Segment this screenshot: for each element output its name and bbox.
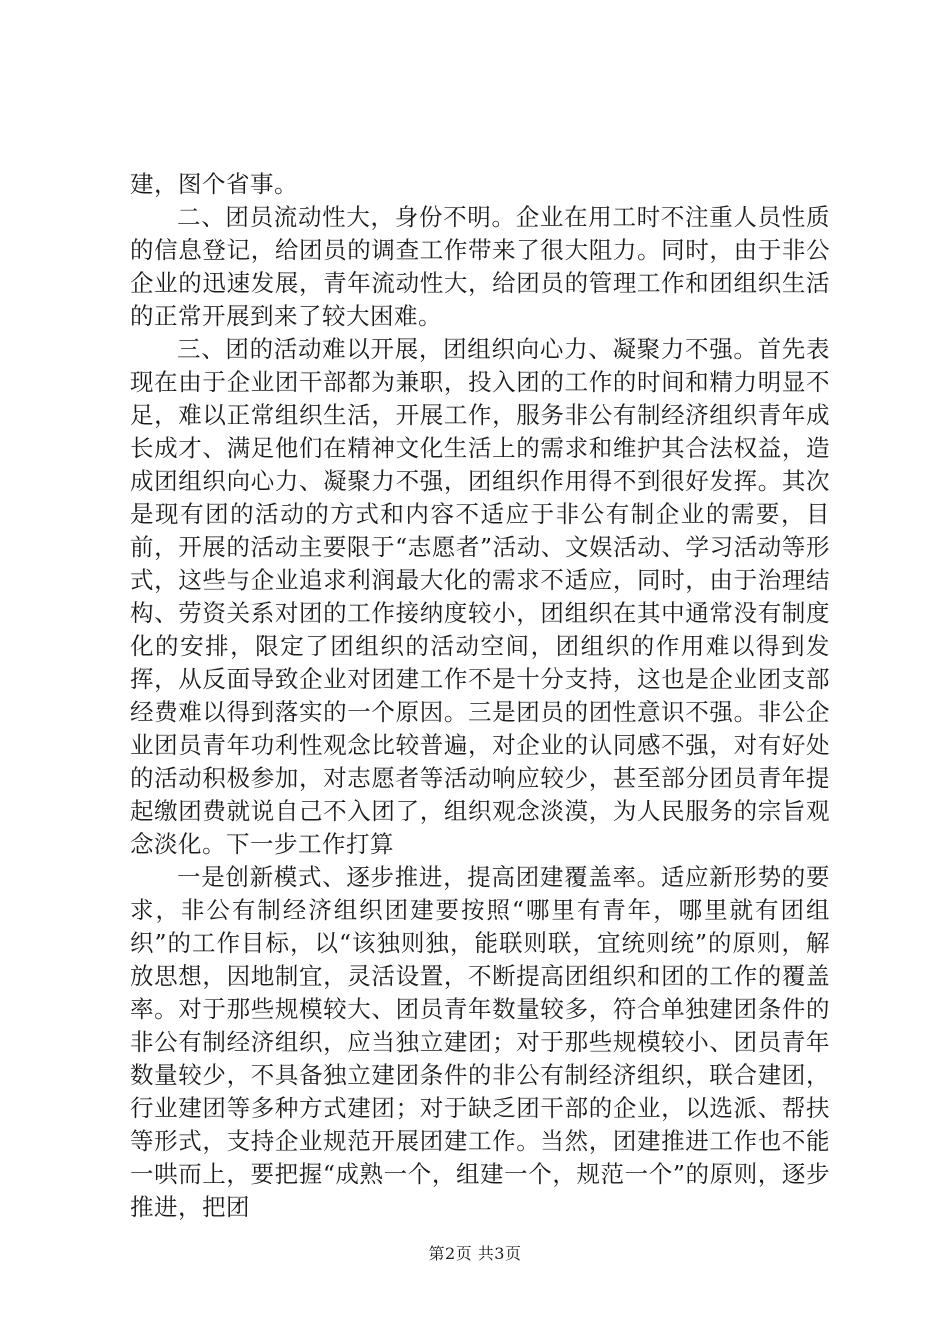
paragraph-innovation: 一是创新模式、逐步推进，提高团建覆盖率。适应新形势的要求，非公有制经济组织团建要按照“哪里有青年，哪里就有团组织”的工作目标，以“该独则独，能联则联，宜统则统”的原则，解放思想，因地制宜，灵活设置，不断提高团组织和团的工作的覆盖率。对于那些规模较大、团员青年数量较多，符合单独建团条件的非公有制经济组织，应当独立建团；对于那些规模较小、团员青年数量较少，不具备独立建团条件的非公有制经济组织，联合建团，行业建团等多种方式建团；对于缺乏团干部的企业，以选派、帮扶等形式，支持企业规范开展团建工作。当然，团建推进工作也不能一哄而上，要把握“成熟一个，组建一个，规范一个”的原则，逐步推进，把团 (130, 863, 830, 1221)
paragraph-activities: 三、团的活动难以开展，团组织向心力、凝聚力不强。首先表现在由于企业团干部都为兼职，投入团的工作的时间和精力明显不足，难以正常组织生活，开展工作，服务非公有制经济组织青年成长成才、满足他们在精神文化生活上的需求和维护其合法权益，造成团组织向心力、凝聚力不强，团组织作用得不到很好发挥。其次是现有团的活动的方式和内容不适应于非公有制企业的需要，目前，开展的活动主要限于“志愿者”活动、文娱活动、学习活动等形式，这些与企业追求利润最大化的需求不适应，同时，由于治理结构、劳资关系对团的工作接纳度较小，团组织在其中通常没有制度化的安排，限定了团组织的活动空间，团组织的作用难以得到发挥，从反面导致企业对团建工作不是十分支持，这也是企业团支部经费难以得到落实的一个原因。三是团员的团性意识不强。非公企业团员青年功利性观念比较普遍，对企业的认同感不强，对有好处的活动积极参加，对志愿者等活动响应较少，甚至部分团员青年提起缴团费就说自己不入团了，组织观念淡漠，为人民服务的宗旨观念淡化。下一步工作打算 (130, 335, 830, 858)
paragraph-mobility: 二、团员流动性大，身份不明。企业在用工时不注重人员性质的信息登记，给团员的调查工作带来了很大阻力。同时，由于非公企业的迅速发展，青年流动性大，给团员的管理工作和团组织生活的正常开展到来了较大困难。 (130, 203, 830, 330)
paragraph-continuation: 建，图个省事。 (130, 170, 298, 198)
page-number-footer: 第2页 共3页 (428, 1244, 522, 1263)
document-body (130, 168, 830, 1224)
